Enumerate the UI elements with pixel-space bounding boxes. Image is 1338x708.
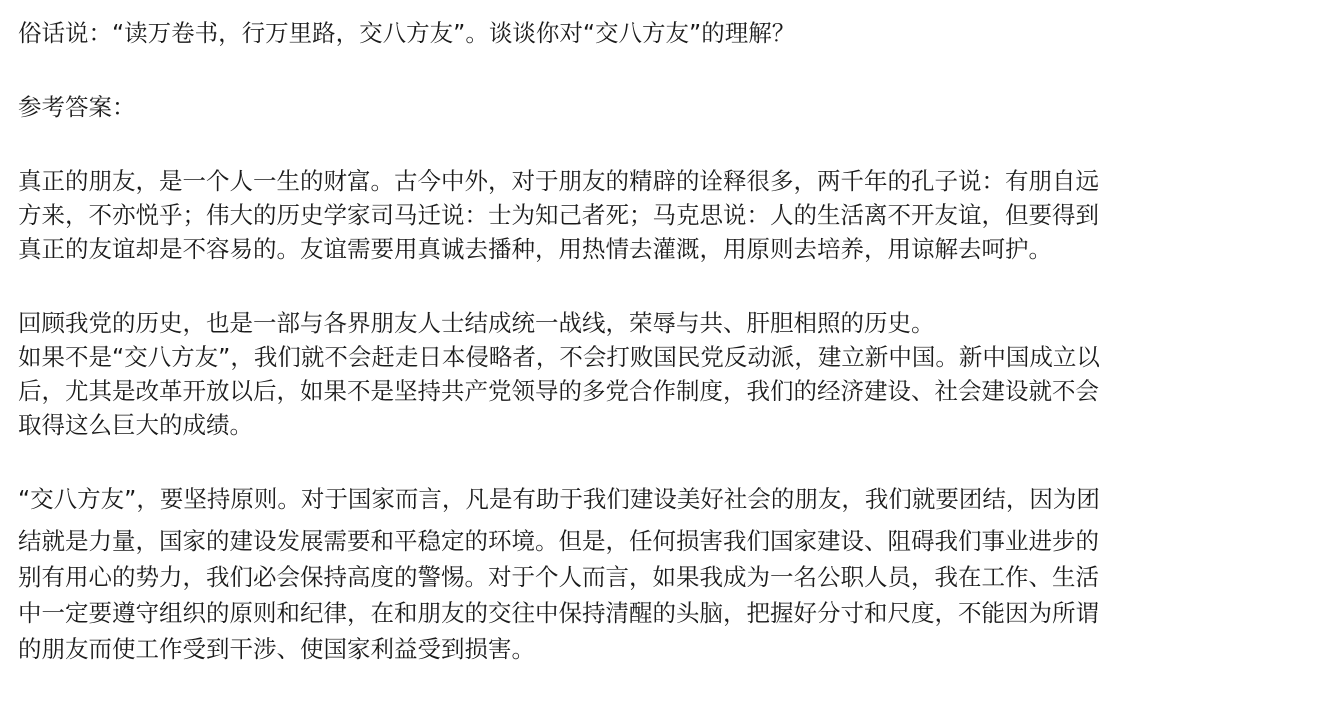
paragraph-line: 结就是力量，国家的建设发展需要和平稳定的环境。但是，任何损害我们国家建设、阻碍我们事业进步的 xyxy=(18,527,1099,555)
paragraph-line: “交八方友”，要坚持原则。对于国家而言，凡是有助于我们建设美好社会的朋友，我们就要团结，因为团 xyxy=(18,485,1100,513)
paragraph-line: 回顾我党的历史，也是一部与各界朋友人士结成统一战线，荣辱与共、肝胆相照的历史。 xyxy=(18,309,935,337)
paragraph-line: 后，尤其是改革开放以后，如果不是坚持共产党领导的多党合作制度，我们的经济建设、社会建设就不会 xyxy=(18,377,1099,405)
reference-answer-label: 参考答案： xyxy=(18,93,136,121)
paragraph-line: 如果不是“交八方友”，我们就不会赶走日本侵略者，不会打败国民党反动派，建立新中国。新中国成立以 xyxy=(18,343,1100,371)
paragraph-line: 取得这么巨大的成绩。 xyxy=(18,411,253,439)
question-text: 俗话说：“读万卷书，行万里路，交八方友”。谈谈你对“交八方友”的理解？ xyxy=(18,19,796,47)
paragraph-line: 的朋友而使工作受到干涉、使国家利益受到损害。 xyxy=(18,635,535,663)
paragraph-line: 真正的友谊却是不容易的。友谊需要用真诚去播种，用热情去灌溉，用原则去培养，用谅解去呵护。 xyxy=(18,235,1052,263)
paragraph-line: 方来，不亦悦乎；伟大的历史学家司马迁说：士为知己者死；马克思说：人的生活离不开友谊，但要得到 xyxy=(18,201,1099,229)
paragraph-line: 别有用心的势力，我们必会保持高度的警惕。对于个人而言，如果我成为一名公职人员，我在工作、生活 xyxy=(18,563,1099,591)
paragraph-line: 真正的朋友，是一个人一生的财富。古今中外，对于朋友的精辟的诠释很多，两千年的孔子说：有朋自远 xyxy=(18,167,1099,195)
paragraph-line: 中一定要遵守组织的原则和纪律，在和朋友的交往中保持清醒的头脑，把握好分寸和尺度，不能因为所谓 xyxy=(18,599,1099,627)
